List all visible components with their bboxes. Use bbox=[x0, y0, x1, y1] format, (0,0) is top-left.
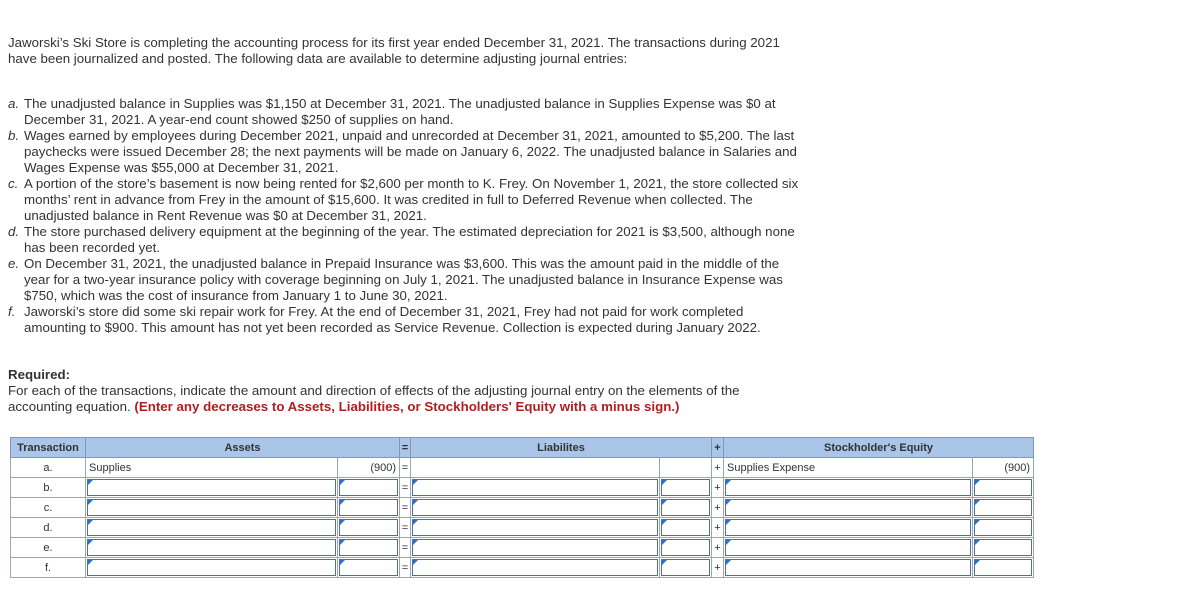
asset-account-input[interactable] bbox=[87, 499, 336, 516]
asset-amount-input-cell[interactable] bbox=[338, 498, 400, 518]
liability-account-input[interactable] bbox=[412, 559, 658, 576]
equity-account-input-cell[interactable] bbox=[724, 538, 973, 558]
asset-amount-input-cell[interactable] bbox=[338, 558, 400, 578]
table-row bbox=[11, 558, 1034, 578]
equals-sign: = bbox=[400, 478, 411, 498]
asset-amount-input[interactable] bbox=[339, 539, 398, 556]
liability-amount-input[interactable] bbox=[661, 539, 710, 556]
transaction-label: b. bbox=[11, 478, 86, 498]
asset-amount-input-cell[interactable] bbox=[338, 518, 400, 538]
equity-amount-input-cell[interactable] bbox=[973, 498, 1034, 518]
plus-sign: + bbox=[712, 558, 724, 578]
intro-line: Jaworski’s Ski Store is completing the accounting process for its first year ended December 31, 2021. The transactions during 2021 bbox=[8, 35, 780, 50]
liability-account-input-cell[interactable] bbox=[411, 518, 660, 538]
header-transaction: Transaction bbox=[11, 438, 86, 458]
asset-account-input-cell[interactable] bbox=[86, 498, 338, 518]
table-row bbox=[11, 538, 1034, 558]
equals-sign: = bbox=[400, 458, 411, 478]
transaction-item-label: b. bbox=[8, 128, 20, 143]
transaction-label: f. bbox=[11, 558, 86, 578]
liability-amount-input-cell[interactable] bbox=[660, 478, 712, 498]
liability-amount-input[interactable] bbox=[661, 519, 710, 536]
equals-sign: = bbox=[400, 498, 411, 518]
asset-account-input-cell[interactable] bbox=[86, 478, 338, 498]
equity-amount-input-cell[interactable] bbox=[973, 478, 1034, 498]
equity-account-input[interactable] bbox=[725, 499, 971, 516]
asset-amount-input-cell[interactable] bbox=[338, 478, 400, 498]
liability-account bbox=[411, 458, 660, 478]
table-row bbox=[11, 518, 1034, 538]
transaction-list bbox=[8, 96, 878, 336]
equals-sign: = bbox=[400, 558, 411, 578]
equity-amount: (900) bbox=[973, 458, 1034, 478]
liability-account-input-cell[interactable] bbox=[411, 538, 660, 558]
liability-account-input-cell[interactable] bbox=[411, 498, 660, 518]
transaction-item-line: On December 31, 2021, the unadjusted balance in Prepaid Insurance was $3,600. This was the amount paid in the middle of the bbox=[24, 256, 780, 271]
transaction-item-label: e. bbox=[8, 256, 20, 271]
transaction-item-line: A portion of the store’s basement is now being rented for $2,600 per month to K. Frey. On November 1, 2021, the store collected six bbox=[24, 176, 799, 191]
equity-account-input-cell[interactable] bbox=[724, 518, 973, 538]
required-heading: Required: bbox=[8, 367, 71, 382]
asset-amount-input[interactable] bbox=[339, 479, 398, 496]
asset-account-input-cell[interactable] bbox=[86, 538, 338, 558]
equity-account-input[interactable] bbox=[725, 479, 971, 496]
plus-sign: + bbox=[712, 458, 724, 478]
header-liabilities: Liabilites bbox=[411, 438, 712, 458]
plus-sign: + bbox=[712, 478, 724, 498]
problem-intro bbox=[8, 35, 878, 67]
liability-amount-input-cell[interactable] bbox=[660, 558, 712, 578]
equity-amount-input[interactable] bbox=[974, 499, 1032, 516]
liability-account-input-cell[interactable] bbox=[411, 558, 660, 578]
equals-sign: = bbox=[400, 518, 411, 538]
transaction-label: d. bbox=[11, 518, 86, 538]
asset-account-input-cell[interactable] bbox=[86, 518, 338, 538]
transaction-label: e. bbox=[11, 538, 86, 558]
equity-amount-input-cell[interactable] bbox=[973, 558, 1034, 578]
transaction-item-line: months’ rent in advance from Frey in the amount of $15,600. It was credited in full to Deferred Revenue when collected. The bbox=[24, 192, 753, 207]
transaction-item-line: Jaworski’s store did some ski repair work for Frey. At the end of December 31, 2021, Frey had not paid for work completed bbox=[24, 304, 744, 319]
asset-amount-input[interactable] bbox=[339, 499, 398, 516]
liability-amount-input[interactable] bbox=[661, 479, 710, 496]
required-line-text: accounting equation. bbox=[8, 399, 135, 414]
transaction-item-line: paychecks were issued December 28; the next payments will be made on January 6, 2022. The unadjusted balance in Salaries and bbox=[24, 144, 797, 159]
header-equity: Stockholder's Equity bbox=[724, 438, 1034, 458]
transaction-item-line: December 31, 2021. A year-end count showed $250 of supplies on hand. bbox=[24, 112, 454, 127]
plus-sign: + bbox=[712, 538, 724, 558]
equity-account-input-cell[interactable] bbox=[724, 498, 973, 518]
accounting-equation-table bbox=[10, 437, 1034, 578]
header-plus: + bbox=[712, 438, 724, 458]
liability-amount bbox=[660, 458, 712, 478]
asset-amount-input-cell[interactable] bbox=[338, 538, 400, 558]
transaction-item-label: d. bbox=[8, 224, 20, 239]
liability-account-input[interactable] bbox=[412, 499, 658, 516]
liability-account-input[interactable] bbox=[412, 479, 658, 496]
liability-amount-input[interactable] bbox=[661, 499, 710, 516]
plus-sign: + bbox=[712, 498, 724, 518]
table-row bbox=[11, 458, 1034, 478]
transaction-item-label: f. bbox=[8, 304, 16, 319]
required-hint: (Enter any decreases to Assets, Liabilities, or Stockholders' Equity with a minus sign.) bbox=[134, 399, 680, 414]
transaction-item bbox=[8, 304, 878, 336]
table-row bbox=[11, 478, 1034, 498]
transaction-item-line: Wages earned by employees during December 2021, unpaid and unrecorded at December 31, 2021, amounted to $5,200. The last bbox=[24, 128, 795, 143]
transaction-item-line: The unadjusted balance in Supplies was $1,150 at December 31, 2021. The unadjusted balance in Supplies Expense was $0 at bbox=[24, 96, 776, 111]
header-assets: Assets bbox=[86, 438, 400, 458]
required-line bbox=[8, 399, 878, 415]
table-header-row bbox=[11, 438, 1034, 458]
transaction-item-line: The store purchased delivery equipment at the beginning of the year. The estimated depreciation for 2021 is $3,500, although none bbox=[24, 224, 795, 239]
equity-account-input-cell[interactable] bbox=[724, 558, 973, 578]
equity-account: Supplies Expense bbox=[724, 458, 973, 478]
liability-amount-input-cell[interactable] bbox=[660, 538, 712, 558]
transaction-item bbox=[8, 256, 878, 304]
equity-amount-input[interactable] bbox=[974, 559, 1032, 576]
required-line: For each of the transactions, indicate the amount and direction of effects of the adjusting journal entry on the elements of the bbox=[8, 383, 740, 398]
asset-account-input[interactable] bbox=[87, 559, 336, 576]
asset-account-input[interactable] bbox=[87, 519, 336, 536]
equity-account-input[interactable] bbox=[725, 559, 971, 576]
equity-account-input[interactable] bbox=[725, 519, 971, 536]
transaction-item-line: $750, which was the cost of insurance from January 1 to June 30, 2021. bbox=[24, 288, 448, 303]
equity-account-input[interactable] bbox=[725, 539, 971, 556]
transaction-item bbox=[8, 128, 878, 176]
liability-account-input[interactable] bbox=[412, 539, 658, 556]
equity-amount-input[interactable] bbox=[974, 539, 1032, 556]
transaction-item-line: has been recorded yet. bbox=[24, 240, 161, 255]
table-row bbox=[11, 498, 1034, 518]
liability-account-input[interactable] bbox=[412, 519, 658, 536]
transaction-item-label: c. bbox=[8, 176, 19, 191]
required-section bbox=[8, 367, 878, 415]
transaction-label: c. bbox=[11, 498, 86, 518]
equals-sign: = bbox=[400, 538, 411, 558]
equity-amount-input[interactable] bbox=[974, 479, 1032, 496]
liability-amount-input-cell[interactable] bbox=[660, 518, 712, 538]
intro-line: have been journalized and posted. The following data are available to determine adjusting journal entries: bbox=[8, 51, 628, 66]
asset-amount: (900) bbox=[338, 458, 400, 478]
asset-account-input[interactable] bbox=[87, 479, 336, 496]
asset-account: Supplies bbox=[86, 458, 338, 478]
equity-amount-input-cell[interactable] bbox=[973, 538, 1034, 558]
transaction-item bbox=[8, 224, 878, 256]
liability-amount-input[interactable] bbox=[661, 559, 710, 576]
transaction-item bbox=[8, 176, 878, 224]
asset-amount-input[interactable] bbox=[339, 559, 398, 576]
plus-sign: + bbox=[712, 518, 724, 538]
asset-account-input-cell[interactable] bbox=[86, 558, 338, 578]
asset-account-input[interactable] bbox=[87, 539, 336, 556]
header-equals: = bbox=[400, 438, 411, 458]
asset-amount-input[interactable] bbox=[339, 519, 398, 536]
transaction-label: a. bbox=[11, 458, 86, 478]
equity-amount-input-cell[interactable] bbox=[973, 518, 1034, 538]
transaction-item-line: amounting to $900. This amount has not yet been recorded as Service Revenue. Collection is expected during January 2022. bbox=[24, 320, 761, 335]
liability-account-input-cell[interactable] bbox=[411, 478, 660, 498]
transaction-item-line: Wages Expense was $55,000 at December 31, 2021. bbox=[24, 160, 339, 175]
transaction-item bbox=[8, 96, 878, 128]
transaction-item-label: a. bbox=[8, 96, 20, 111]
transaction-item-line: year for a two-year insurance policy with coverage beginning on July 1, 2021. The unadjusted balance in Insurance Expense was bbox=[24, 272, 783, 287]
transaction-item-line: unadjusted balance in Rent Revenue was $0 at December 31, 2021. bbox=[24, 208, 427, 223]
equity-amount-input[interactable] bbox=[974, 519, 1032, 536]
liability-amount-input-cell[interactable] bbox=[660, 498, 712, 518]
equity-account-input-cell[interactable] bbox=[724, 478, 973, 498]
